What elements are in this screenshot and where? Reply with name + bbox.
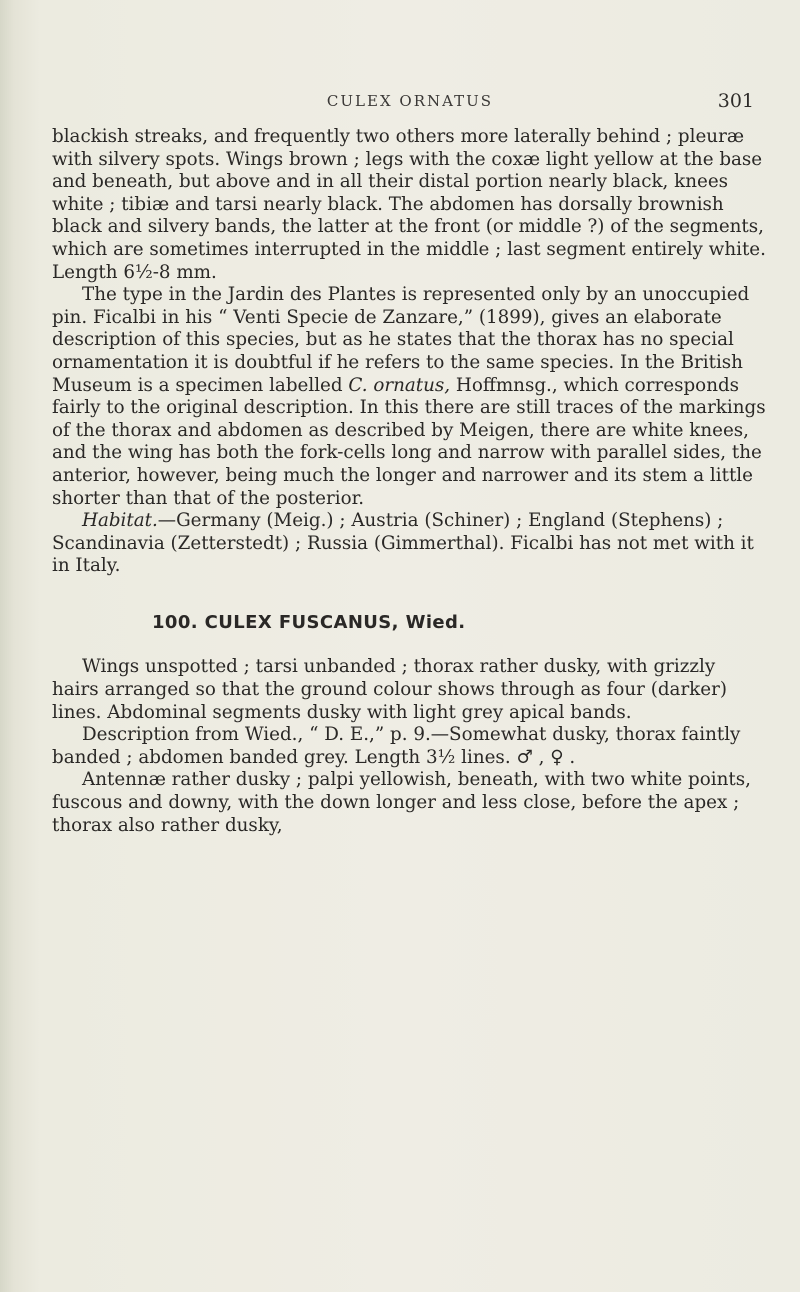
running-title: CULEX ORNATUS xyxy=(326,92,494,110)
species-heading: 100. CULEX FUSCANUS, xyxy=(152,611,399,633)
species-name: C. ornatus, xyxy=(348,374,451,396)
page-body xyxy=(52,126,766,837)
paragraph-text: The type in the Jardin des Plantes is represented only by an unoccupied pin. Ficalbi in his “ Venti Specie de Zanzare,” (1899), gives an elaborate description of this species, but as he states that the thorax has no special ornamentation it is doubtful if he refers to the same species. In the British Museum is a specimen labelled xyxy=(52,284,750,396)
paragraph-habitat xyxy=(52,510,766,578)
paragraph-diagnosis: Wings unspotted ; tarsi unbanded ; thorax rather dusky, with grizzly hairs arranged so that the ground colour shows through as four (darker) lines. Abdominal segments dusky with light grey apical bands. xyxy=(52,656,727,723)
habitat-text: —Germany (Meig.) ; Austria (Schiner) ; England (Stephens) ; Scandinavia (Zetterstedt) ; Russia (Gimmerthal). Ficalbi has not met with it in Italy. xyxy=(52,510,754,577)
paragraph-description-continued: blackish streaks, and frequently two others more laterally behind ; pleuræ with silvery spots. Wings brown ; legs with the coxæ light yellow at the base and beneath, but above and in all their distal portion nearly black, knees white ; tibiæ and tarsi nearly black. The abdomen has dorsally brownish black and silvery bands, the latter at the front (or middle ?) of the segments, which are sometimes interrupted in the middle ; last segment entirely white. Length 6½-8 mm. xyxy=(52,126,766,283)
paragraph-original-description: Description from Wied., “ D. E.,” p. 9.—Somewhat dusky, thorax faintly banded ; abdomen banded grey. Length 3½ lines. ♂ , ♀ . xyxy=(52,724,741,768)
heading-author: Wied. xyxy=(405,611,466,633)
section-heading xyxy=(52,612,766,635)
page-header xyxy=(50,92,770,120)
paragraph-text: Hoffmnsg., which corresponds fairly to the original description. In this there are still traces of the markings of the thorax and abdomen as described by Meigen, there are white knees, and the wing has both the fork-cells long and narrow with parallel sides, the anterior, however, being much the longer and narrower and its stem a little shorter than that of the posterior. xyxy=(52,374,766,509)
paragraph-antennae: Antennæ rather dusky ; palpi yellowish, beneath, with two white points, fuscous and downy, with the down longer and less close, before the apex ; thorax also rather dusky, xyxy=(52,769,751,836)
page-number: 301 xyxy=(717,90,754,112)
paragraph-type-specimen xyxy=(52,284,766,510)
habitat-label: Habitat. xyxy=(82,510,158,532)
